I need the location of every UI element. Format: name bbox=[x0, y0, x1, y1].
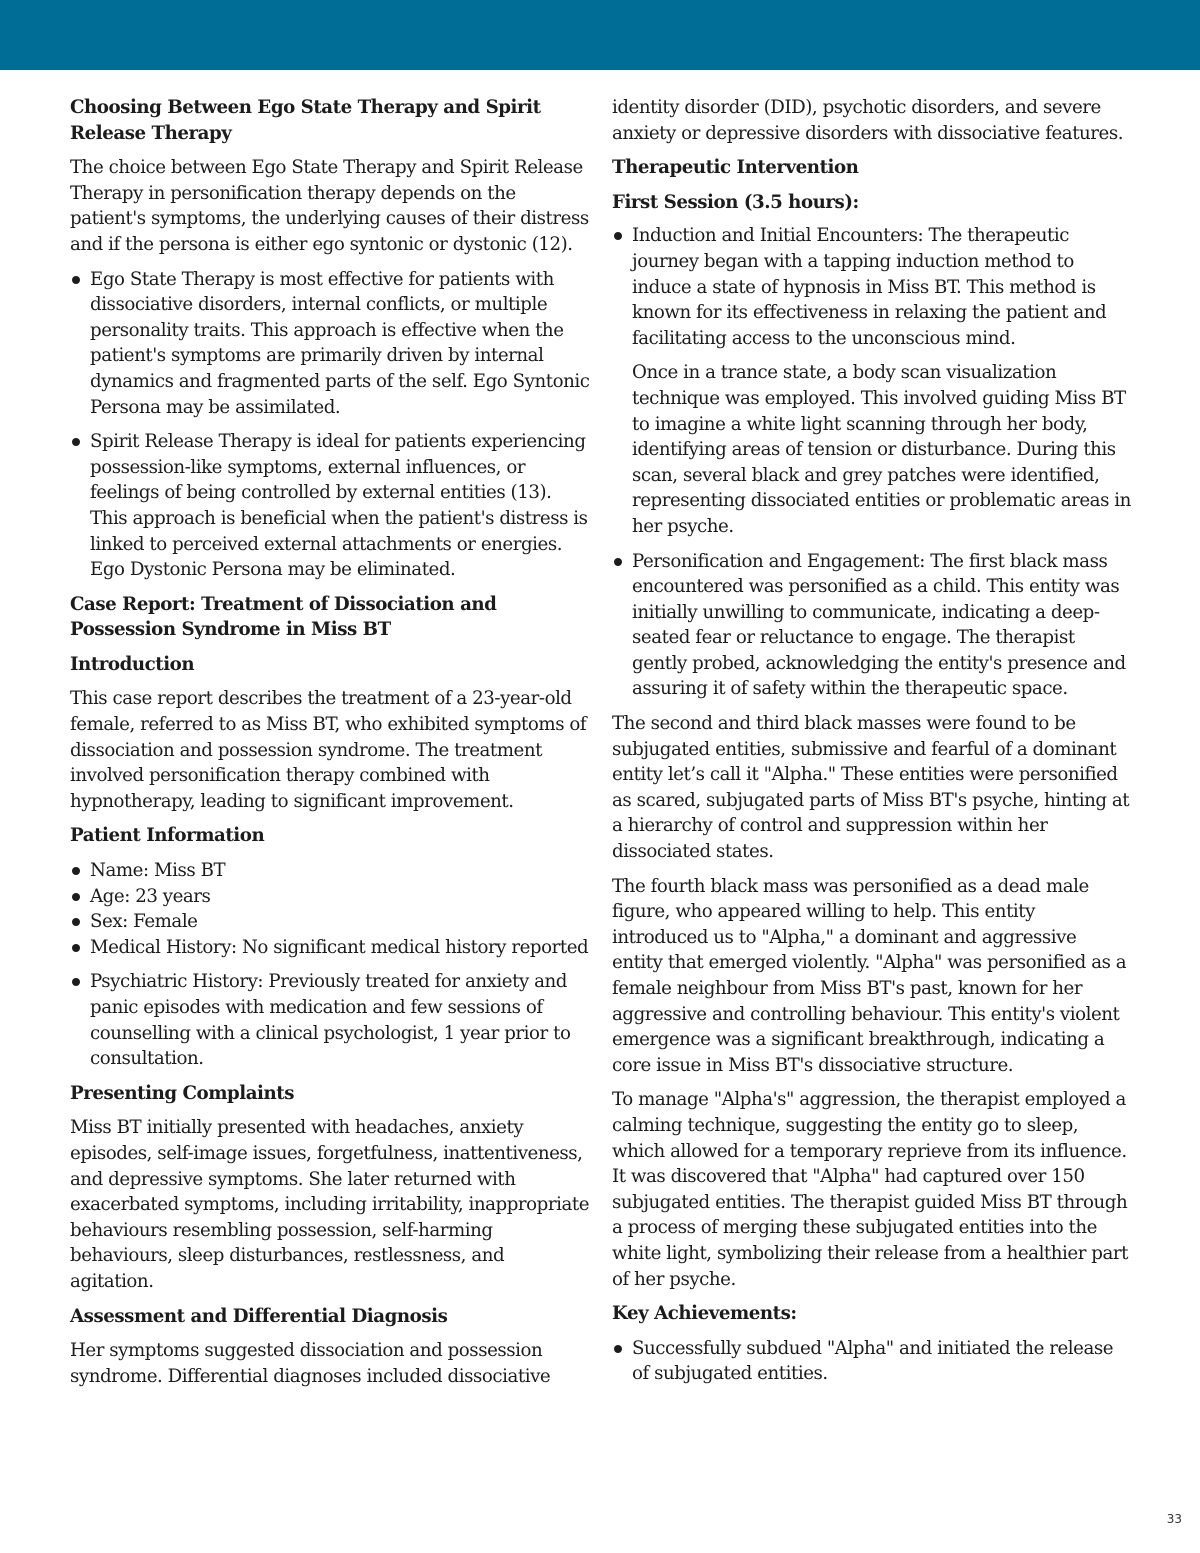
session-list bbox=[612, 223, 1132, 702]
bullet-icon bbox=[72, 944, 80, 952]
bullet-icon bbox=[72, 893, 80, 901]
heading-presenting-complaints: Presenting Complaints bbox=[70, 1082, 295, 1104]
bullet-icon bbox=[614, 232, 622, 240]
list-item-text: Induction and Initial Encounters: The therapeutic journey began with a tapping induction method to induce a state of hypnosis in Miss BT. This method is known for its effectiveness in relaxing the patient and facilitating access to the unconscious mind. bbox=[632, 225, 1107, 349]
list-item-continuation: Once in a trance state, a body scan visualization technique was employed. This involved guiding Miss BT to imagine a white light scanning through her body, identifying areas of tension or disturbance. During this scan, several black and grey patches were identified, representing dissociated entities or problematic areas in her psyche. bbox=[632, 362, 1131, 537]
paragraph-introduction: This case report describes the treatment of a 23-year-old female, referred to as Miss BT, who exhibited symptoms of dissociation and possession syndrome. The treatment involved personification therapy combined with hypnotherapy, leading to significant improvement. bbox=[70, 688, 587, 812]
bullet-icon bbox=[72, 867, 80, 875]
list-item bbox=[70, 858, 590, 884]
paragraph-second-third: The second and third black masses were found to be subjugated entities, submissive and fearful of a dominant entity let’s call it "Alpha." These entities were personified as scared, subjugated parts of Miss BT's psyche, hinting at a hierarchy of control and suppression within her dissociated states. bbox=[612, 713, 1130, 863]
list-item-text: Name: Miss BT bbox=[90, 860, 226, 882]
list-item-text: Sex: Female bbox=[90, 911, 198, 933]
paragraph-manage-alpha: To manage "Alpha's" aggression, the therapist employed a calming technique, suggesting the entity go to sleep, which allowed for a temporary reprieve from its influence. It was discovered that "Alpha" had captured over 150 subjugated entities. The therapist guided Miss BT through a process of merging these subjugated entities into the white light, symbolizing their release from a healthier part of her psyche. bbox=[612, 1089, 1128, 1290]
bullet-icon bbox=[614, 558, 622, 566]
list-item-text: Successfully subdued "Alpha" and initiated the release of subjugated entities. bbox=[632, 1337, 1114, 1385]
list-item bbox=[70, 935, 590, 961]
heading-key-achievements: Key Achievements: bbox=[612, 1303, 797, 1325]
heading-choosing: Choosing Between Ego State Therapy and Spirit Release Therapy bbox=[70, 97, 541, 144]
heading-case-report: Case Report: Treatment of Dissociation and Possession Syndrome in Miss BT bbox=[70, 593, 497, 641]
choosing-list bbox=[70, 267, 590, 583]
paragraph-choosing: The choice between Ego State Therapy and Spirit Release Therapy in personification therapy depends on the patient's symptoms, the underlying causes of their distress and if the persona is either ego syntonic or dystonic (12). bbox=[70, 157, 589, 255]
list-item bbox=[70, 429, 590, 583]
list-item bbox=[70, 969, 590, 1071]
header-banner bbox=[0, 0, 1200, 70]
list-item bbox=[612, 223, 1132, 539]
bullet-icon bbox=[72, 978, 80, 986]
heading-assessment: Assessment and Differential Diagnosis bbox=[70, 1305, 448, 1327]
heading-first-session: First Session (3.5 hours): bbox=[612, 191, 859, 213]
list-item-text: Spirit Release Therapy is ideal for patients experiencing possession-like symptoms, external influences, or feelings of being controlled by external entities (13). This approach is beneficial when the patient's distress is linked to perceived external attachments or energies. Ego Dystonic Persona may be eliminated. bbox=[90, 431, 588, 581]
heading-patient-information: Patient Information bbox=[70, 825, 265, 847]
list-item bbox=[612, 549, 1132, 703]
paragraph-assessment: Her symptoms suggested dissociation and possession syndrome. Differential diagnoses included dissociative bbox=[70, 1340, 551, 1387]
right-column bbox=[612, 95, 1132, 1396]
left-column bbox=[70, 95, 590, 1398]
heading-therapeutic-intervention: Therapeutic Intervention bbox=[612, 157, 859, 179]
heading-introduction: Introduction bbox=[70, 653, 195, 675]
list-item-text: Psychiatric History: Previously treated for anxiety and panic episodes with medication and few sessions of counselling with a clinical psychologist, 1 year prior to consultation. bbox=[90, 971, 571, 1070]
paragraph-fourth: The fourth black mass was personified as a dead male figure, who appeared willing to help. This entity introduced us to "Alpha," a dominant and aggressive entity that emerged violently. "Alpha" was personified as a female neighbour from Miss BT's past, known for her aggressive and controlling behaviour. This entity's violent emergence was a significant breakthrough, indicating a core issue in Miss BT's dissociative structure. bbox=[612, 875, 1127, 1076]
bullet-icon bbox=[72, 438, 80, 446]
bullet-icon bbox=[72, 276, 80, 284]
list-item bbox=[70, 884, 590, 910]
paragraph-continued: identity disorder (DID), psychotic disorders, and severe anxiety or depressive disorders with dissociative features. bbox=[612, 97, 1124, 144]
bullet-icon bbox=[614, 1345, 622, 1353]
list-item bbox=[612, 1336, 1132, 1387]
patient-list bbox=[70, 858, 590, 1072]
list-item-text: Age: 23 years bbox=[90, 885, 211, 907]
list-item bbox=[70, 267, 590, 421]
achievements-list bbox=[612, 1336, 1132, 1387]
list-item bbox=[70, 909, 590, 935]
list-item-text: Ego State Therapy is most effective for patients with dissociative disorders, internal conflicts, or multiple personality traits. This approach is effective when the patient's symptoms are primarily driven by internal dynamics and fragmented parts of the self. Ego Syntonic Persona may be assimilated. bbox=[90, 268, 590, 418]
page-number: 33 bbox=[1166, 1512, 1182, 1526]
list-item-text: Medical History: No significant medical history reported bbox=[90, 936, 589, 958]
list-item-text: Personification and Engagement: The first black mass encountered was personified as a child. This entity was initially unwilling to communicate, indicating a deep-seated fear or reluctance to engage. The therapist gently probed, acknowledging the entity's presence and assuring it of safety within the therapeutic space. bbox=[632, 550, 1126, 700]
paragraph-complaints: Miss BT initially presented with headaches, anxiety episodes, self-image issues, forgetfulness, inattentiveness, and depressive symptoms. She later returned with exacerbated symptoms, including irritability, inappropriate behaviours resembling possession, self-harming behaviours, sleep disturbances, restlessness, and agitation. bbox=[70, 1117, 590, 1292]
bullet-icon bbox=[72, 918, 80, 926]
